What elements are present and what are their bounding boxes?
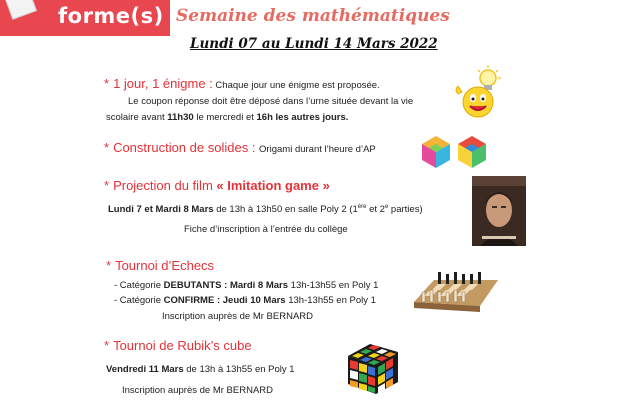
enigme-line-2c: le mercredi et [193,112,257,123]
rubik-title: Tournoi de Rubik’s cube [113,338,252,353]
film-line-1 [108,204,423,215]
enigme-line-2e: les autres jours. [272,112,349,123]
chessboard-icon [410,262,502,320]
rubik-line-1b: de 13h à 13h55 en Poly 1 [183,364,295,375]
lightbulb-icon [478,65,501,90]
echecs-heading [106,258,214,273]
enigme-line-2 [106,112,348,123]
enigme-time-1: 11h30 [167,112,194,123]
echecs-line-2c: 13h-13h55 en Poly 1 [285,295,376,306]
enigme-time-2: 16h [256,112,273,123]
bullet-star: * [104,140,110,155]
rubik-line-2: Inscription auprès de Mr BERNARD [122,385,273,396]
echecs-line-2a: - Catégorie [114,295,164,306]
film-line-2: Fiche d’inscription à l’entrée du collège [184,224,348,235]
echecs-line-2 [114,295,376,306]
film-sup-1: ère [357,204,367,210]
film-sup-2: e [384,204,389,210]
echecs-line-1a: - Catégorie [114,280,164,291]
rubik-date: Vendredi 11 Mars [106,364,184,375]
movie-poster-icon [472,176,526,246]
film-heading [104,178,330,193]
lightbulb-smiley-icon [444,64,504,124]
bullet-star: * [104,178,110,193]
bullet-star: * [104,76,110,91]
rubiks-cube-icon [344,340,402,396]
page-subtitle: Lundi 07 au Lundi 14 Mars 2022 [190,36,438,52]
echecs-line-1c: 13h-13h55 en Poly 1 [288,280,379,291]
page-title: Semaine des mathématiques [176,6,450,26]
top-banner [0,0,170,36]
banner-tag-icon [5,0,37,20]
enigme-desc: Chaque jour une énigme est proposée. [212,80,380,91]
echecs-cat-1: DEBUTANTS : Mardi 8 Mars [163,280,289,291]
echecs-line-1 [114,280,378,291]
solides-title: Construction de solides [113,140,249,155]
enigme-heading [104,76,380,91]
bullet-star: * [104,338,110,353]
smiley-icon [456,86,493,117]
film-line-1c: et 2 [366,204,385,216]
film-title: Projection du film [113,178,217,193]
banner-text: forme(s) [58,4,164,28]
rubik-heading [104,338,252,353]
film-dates: Lundi 7 et Mardi 8 Mars [108,204,214,216]
solides-heading [104,140,376,155]
echecs-line-3: Inscription auprès de Mr BERNARD [162,311,313,322]
origami-cubes-icon [418,134,492,172]
enigme-line-2a: scolaire avant [106,112,168,123]
film-name: « Imitation game » [216,178,330,193]
enigme-title: 1 jour, 1 énigme : [113,76,213,91]
echecs-title: Tournoi d’Echecs [115,258,215,273]
enigme-line-1: Le coupon réponse doit être déposé dans l’urne située devant la vie [128,96,414,107]
solides-sep: : [248,140,260,155]
rubik-line-1 [106,364,295,375]
solides-desc: Origami durant l’heure d’AP [259,144,376,155]
film-line-1d: parties) [388,204,423,216]
bullet-star: * [106,258,112,273]
film-line-1b: de 13h à 13h50 en salle Poly 2 (1 [213,204,358,216]
echecs-cat-2: CONFIRME : Jeudi 10 Mars [163,295,286,306]
